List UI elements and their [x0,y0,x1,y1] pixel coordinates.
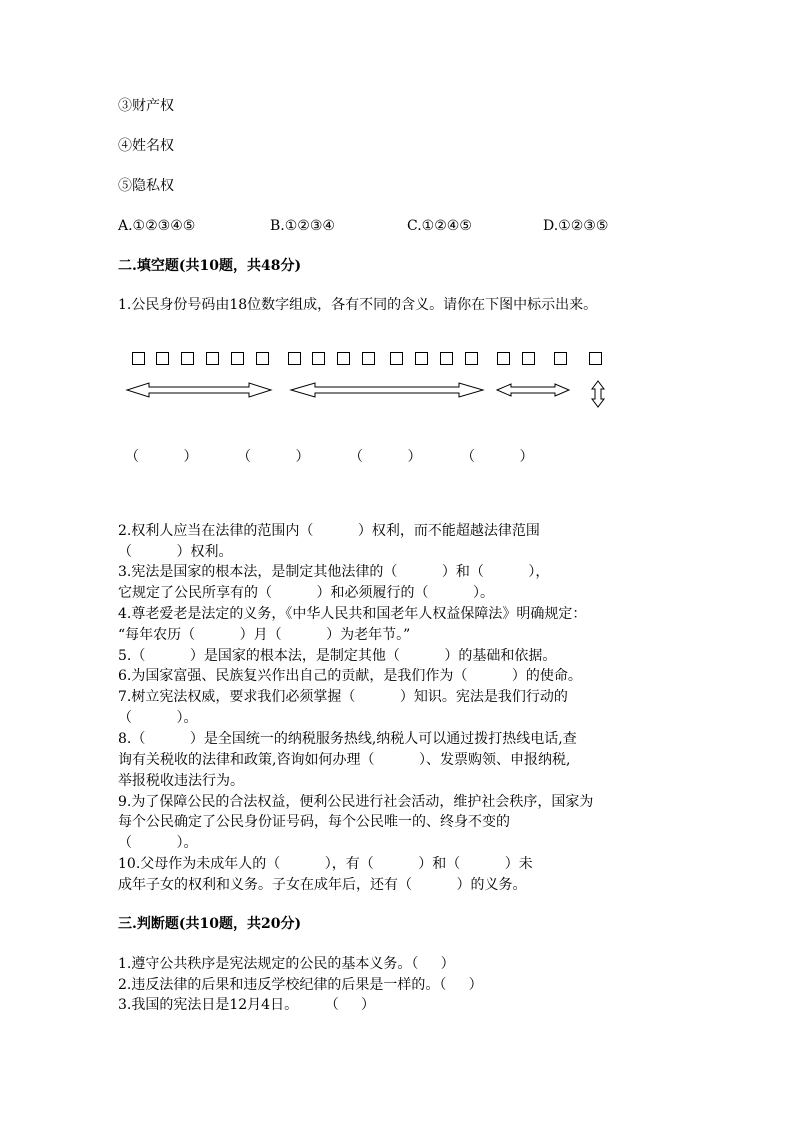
option-c: C.①②④⑤ [407,218,472,234]
section-title-true-false: 三.判断题(共10题，共20分) [118,916,302,932]
diagram-blank-2: （ ） [237,449,310,465]
question-2-line-2: （ ）权利。 [118,544,233,560]
option-a: A.①②③④⑤ [118,218,196,234]
list-item-property-right: ③财产权 [118,98,174,114]
option-b: B.①②③④ [270,218,335,234]
question-4-line-1: 4.尊老爱老是法定的义务，《中华人民共和国老年人权益保障法》明确规定： [118,606,587,622]
digit-box [390,352,403,365]
question-8-line-1: 8.（ ）是全国统一的纳税服务热线,纳税人可以通过拨打热线电话,查 [118,731,577,747]
digit-box [256,352,269,365]
digit-box [554,352,567,365]
question-9-line-2: 每个公民确定了公民身份证号码，每个公民唯一的、终身不变的 [118,814,510,830]
list-item-name-right: ④姓名权 [118,138,174,154]
digit-box [288,352,301,365]
judgement-3: 3.我国的宪法日是12月4日。 （ ） [118,997,376,1013]
digit-box [337,352,350,365]
question-10-line-1: 10.父母作为未成年人的（ ），有（ ）和（ ）未 [118,856,533,872]
question-8-line-3: 举报税收违法行为。 [118,773,244,789]
question-9-line-3: （ ）。 [118,835,198,851]
judgement-1: 1.遵守公共秩序是宪法规定的公民的基本义务。（ ） [118,956,455,972]
question-3-line-1: 3.宪法是国家的根本法，是制定其他法律的（ ）和（ ）， [118,564,550,580]
option-d: D.①②③⑤ [543,218,609,234]
digit-box [497,352,510,365]
diagram-blank-4: （ ） [461,449,534,465]
question-6-text: 6.为国家富强、民族复兴作出自己的贡献，是我们作为（ ）的使命。 [118,668,582,684]
question-5-text: 5.（ ）是国家的根本法，是制定其他（ ）的基础和依据。 [118,648,557,664]
digit-box [415,352,428,365]
double-arrow-icon [291,383,483,397]
double-arrow-icon [497,384,569,396]
segment-arrows [125,380,615,408]
digit-box [522,352,535,365]
question-10-line-2: 成年子女的权利和义务。子女在成年后，还有（ ）的义务。 [118,877,527,893]
digit-box [181,352,194,365]
digit-box [589,352,602,365]
digit-box [156,352,169,365]
question-7-line-1: 7.树立宪法权威，要求我们必须掌握（ ）知识。宪法是我们行动的 [118,689,568,705]
digit-box [206,352,219,365]
digit-box [231,352,244,365]
question-3-line-2: 它规定了公民所享有的（ ）和必须履行的（ ）。 [118,585,495,601]
digit-box [132,352,145,365]
diagram-blank-1: （ ） [125,449,198,465]
digit-box [312,352,325,365]
vertical-double-arrow-icon [592,381,604,407]
diagram-blank-3: （ ） [349,449,422,465]
id-number-boxes [0,352,794,372]
question-7-line-2: （ ）。 [118,710,198,726]
answer-options [118,216,678,236]
list-item-privacy-right: ⑤隐私权 [118,178,174,194]
question-1-text: 1.公民身份号码由18位数字组成，各有不同的含义。请你在下图中标示出来。 [118,297,598,313]
question-2-line-1: 2.权利人应当在法律的范围内（ ）权利，而不能超越法律范围 [118,523,540,539]
question-4-line-2: “每年农历（ ）月（ ）为老年节。” [118,627,411,643]
question-9-line-1: 9.为了保障公民的合法权益，便利公民进行社会活动，维护社会秩序，国家为 [118,794,594,810]
digit-box [465,352,478,365]
digit-box [440,352,453,365]
judgement-2: 2.违反法律的后果和违反学校纪律的后果是一样的。（ ） [118,977,483,993]
question-8-line-2: 询有关税收的法律和政策,咨询如何办理（ ）、发票购领、申报纳税, [118,752,571,768]
section-title-fill-in: 二.填空题(共10题，共48分) [118,258,302,274]
double-arrow-icon [127,383,271,397]
digit-box [362,352,375,365]
